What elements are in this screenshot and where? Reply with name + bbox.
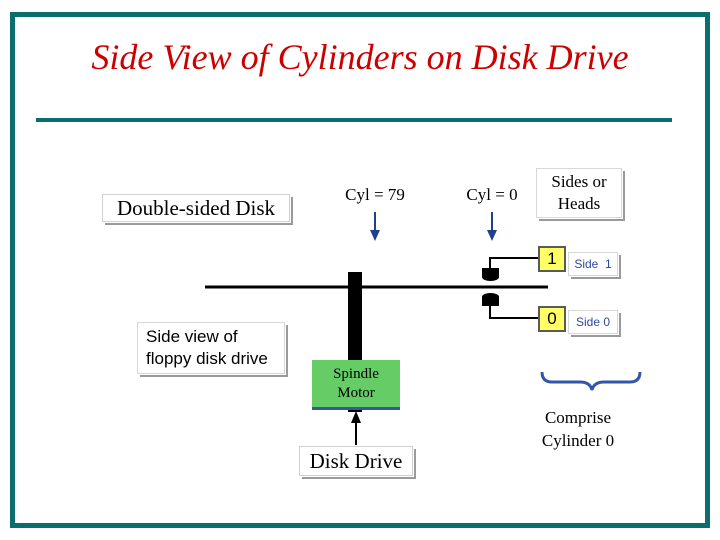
side-0-label: Side 0 [568, 310, 618, 334]
down-arrow-icon [370, 212, 380, 241]
cyl-79-label: Cyl = 79 [345, 185, 405, 204]
curly-brace-icon [542, 372, 640, 390]
comprise-cylinder-0-label: Comprise Cylinder 0 [541, 408, 615, 450]
head-1-badge: 1 [538, 246, 566, 272]
disk-drive-label: Disk Drive [299, 446, 413, 476]
side-1-label: Side 1 [568, 252, 618, 276]
sides-or-heads-label: Sides or Heads [536, 168, 622, 218]
cyl-0-label: Cyl = 0 [466, 185, 518, 204]
spindle-motor-box: Spindle Motor [312, 360, 400, 410]
head-0-badge: 0 [538, 306, 566, 332]
double-sided-disk-label: Double-sided Disk [102, 194, 290, 222]
floppy-caption: Side view of floppy disk drive [137, 322, 285, 374]
down-arrow-icon [487, 212, 497, 241]
up-arrow-icon [351, 411, 361, 445]
slide-title: Side View of Cylinders on Disk Drive [91, 37, 629, 77]
read-write-head-icon [482, 268, 499, 281]
read-write-head-icon [482, 293, 499, 306]
